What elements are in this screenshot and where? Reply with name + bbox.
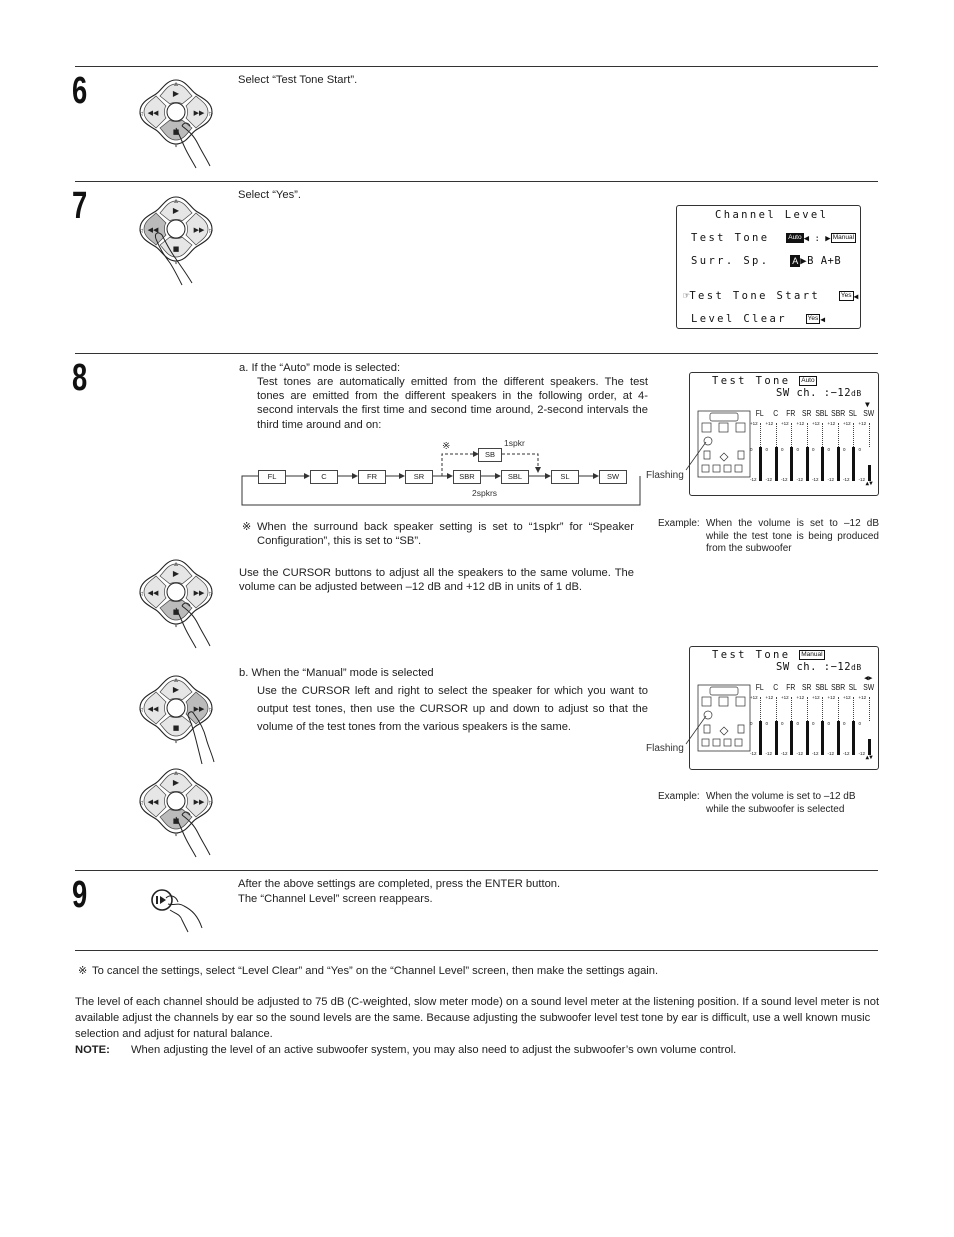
svg-text:■: ■ xyxy=(172,245,180,253)
mode-arrows: ◀ : ▶ xyxy=(803,234,831,244)
svg-text:■: ■ xyxy=(172,724,180,732)
svg-text:■: ■ xyxy=(172,817,180,825)
cursor-pad-right-icon xyxy=(136,672,216,764)
meter-dotted-scale xyxy=(776,423,777,447)
meter-dotted-scale xyxy=(853,697,854,721)
svg-text:▶▶: ▶▶ xyxy=(193,589,205,597)
svg-text:∇: ∇ xyxy=(174,143,178,149)
yes-tag: Yes xyxy=(807,315,819,322)
meter-dotted-scale xyxy=(760,423,761,447)
meter-bar-sbl xyxy=(821,721,824,755)
svg-text:▷: ▷ xyxy=(209,707,213,713)
meter-scale-label: 0 xyxy=(796,721,800,726)
meter-scale-label: -12 xyxy=(812,751,819,756)
meter-scale-label: -12 xyxy=(812,477,819,482)
footer-note-label: NOTE: xyxy=(75,1044,110,1056)
meter-label-c: C xyxy=(772,409,778,418)
svg-text:▶: ▶ xyxy=(172,778,180,787)
meter-dotted-scale xyxy=(760,697,761,721)
test-tone-auto-screen xyxy=(689,372,879,496)
meter-scale-label: -12 xyxy=(858,751,866,756)
step-number-8: 8 xyxy=(72,357,88,399)
cursor-pad-left-icon xyxy=(136,193,216,285)
step-9-line-1: After the above settings are completed, press the ENTER button. xyxy=(238,878,561,890)
meter-scale-label: 0 xyxy=(812,721,815,726)
meter-bar-sl xyxy=(852,447,855,481)
meter-scale-label: 0 xyxy=(796,447,800,452)
tt-manual-mode-tag: Manual xyxy=(801,651,823,658)
meter-scale-label: +12 xyxy=(843,695,851,700)
meter-label-c: C xyxy=(772,683,778,692)
flow-box-fr: FR xyxy=(358,470,386,484)
meter-scale-label: -12 xyxy=(750,477,757,482)
svg-text:◀◀: ◀◀ xyxy=(147,798,159,806)
note-mark: ※ xyxy=(242,521,252,533)
svg-text:∆: ∆ xyxy=(174,199,178,205)
test-tone-label: Test Tone xyxy=(691,232,770,244)
pointer-icon: ☞ xyxy=(683,290,690,302)
step-number-9: 9 xyxy=(72,874,88,916)
meter-scale-label: -12 xyxy=(843,751,850,756)
screen-title: Channel Level xyxy=(715,209,829,221)
meter-bar-c xyxy=(775,447,778,481)
meter-scale-label: -12 xyxy=(796,751,804,756)
meter-scale-label: 0 xyxy=(843,447,846,452)
meter-scale-label: -12 xyxy=(796,477,804,482)
meter-scale-label: +12 xyxy=(858,695,867,700)
meter-scale-label: +12 xyxy=(812,421,820,426)
meter-label-sw: SW xyxy=(862,683,874,692)
cursor-pad-down-icon xyxy=(136,765,216,857)
svg-text:▶: ▶ xyxy=(172,685,180,694)
meter-dotted-scale xyxy=(822,423,823,447)
tt-manual-sw-line: SW ch. :−12 xyxy=(776,661,852,673)
svg-text:▶: ▶ xyxy=(172,89,180,98)
flow-box-fl: FL xyxy=(258,470,286,484)
meter-scale-label: 0 xyxy=(843,721,846,726)
meter-scale-label: -12 xyxy=(781,477,788,482)
meter-scale-label: -12 xyxy=(765,477,773,482)
divider-top xyxy=(75,66,878,67)
auto-mode-body: Test tones are automatically emitted from the different speakers. The test tones are emitted from the different speakers in the following order, at 4-second intervals the first time and second time around, 2-second intervals the third time around and on: xyxy=(257,376,648,431)
meter-label-sr: SR xyxy=(801,409,811,418)
svg-text:▷: ▷ xyxy=(209,111,213,117)
meter-bar-sbr xyxy=(837,721,840,755)
tt-manual-caption: Example: When the volume is set to –12 dB while the subwoofer is selected xyxy=(658,791,879,816)
meter-scale-label: 0 xyxy=(781,447,784,452)
meter-dotted-scale xyxy=(807,697,808,721)
down-arrow-icon: ▼ xyxy=(865,400,870,409)
meter-scale-label: 0 xyxy=(858,721,862,726)
cursor-pad-down-icon xyxy=(136,76,216,168)
meter-bar-sbr xyxy=(837,447,840,481)
svg-text:■: ■ xyxy=(172,608,180,616)
meter-scale-label: 0 xyxy=(781,721,784,726)
divider-8 xyxy=(75,353,878,354)
meter-dotted-scale xyxy=(838,697,839,721)
svg-text:▷: ▷ xyxy=(209,800,213,806)
meter-scale-label: -12 xyxy=(781,751,788,756)
speaker-b-options: ▶B A+B xyxy=(800,255,842,267)
svg-text:∇: ∇ xyxy=(174,832,178,838)
flow-box-sbr: SBR xyxy=(453,470,481,484)
meter-scale-label: -12 xyxy=(858,477,866,482)
step-9-line-2: The “Channel Level” screen reappears. xyxy=(238,893,433,905)
meter-bar-fl xyxy=(759,447,762,481)
left-arrow-icon: ◀ xyxy=(853,292,859,301)
meter-dotted-scale xyxy=(776,697,777,721)
meter-scale-label: +12 xyxy=(750,695,758,700)
speaker-a-tag: A xyxy=(792,256,799,266)
meter-bar-fr xyxy=(790,721,793,755)
meter-scale-label: 0 xyxy=(827,721,831,726)
meter-scale-label: -12 xyxy=(750,751,757,756)
meter-label-sl: SL xyxy=(848,409,857,418)
tt-auto-title: Test Tone xyxy=(712,375,791,387)
footer-note-text: When adjusting the level of an active subwoofer system, you may also need to adjust the subwoofer’s own volume control. xyxy=(131,1044,737,1056)
meter-label-fr: FR xyxy=(786,409,796,418)
meter-dotted-scale xyxy=(853,423,854,447)
meter-scale-label: 0 xyxy=(750,447,753,452)
flow-label-2spkrs: 2spkrs xyxy=(472,488,498,498)
svg-text:◀◀: ◀◀ xyxy=(147,705,159,713)
step-number-7: 7 xyxy=(72,185,88,227)
flow-box-sbl: SBL xyxy=(501,470,529,484)
divider-bottom xyxy=(75,950,878,951)
meter-bar-fl xyxy=(759,721,762,755)
meter-scale-label: +12 xyxy=(781,421,789,426)
divider-7 xyxy=(75,181,878,182)
channel-level-screen xyxy=(676,205,861,329)
meter-label-sbl: SBL xyxy=(815,683,829,692)
meter-scale-label: +12 xyxy=(796,421,805,426)
up-down-arrow-icon: ▲▼ xyxy=(865,754,873,761)
cursor-adjust-text: Use the CURSOR buttons to adjust all the speakers to the same volume. The volume can be adjusted between –12 dB and +12 dB in units of 1 dB. xyxy=(239,567,634,594)
meter-dotted-scale xyxy=(822,697,823,721)
meter-label-sr: SR xyxy=(801,683,811,692)
svg-text:▶: ▶ xyxy=(172,569,180,578)
meter-scale-label: +12 xyxy=(827,421,836,426)
footer-paragraph: The level of each channel should be adjusted to 75 dB (C-weighted, slow meter mode) on a sound level meter at the listening position. If a sound level meter is not available adjust the channels by ear so the sound levels are the same. Because adjusting the subwoofer level test tone by ear is difficult, use a well known music selection and adjust for natural balance. xyxy=(75,996,880,1040)
meter-scale-label: -12 xyxy=(827,477,835,482)
tt-manual-title: Test Tone xyxy=(712,649,791,661)
svg-text:▶▶: ▶▶ xyxy=(193,109,205,117)
level-meters xyxy=(752,411,876,493)
auto-tag: Auto xyxy=(788,234,802,241)
meter-dotted-scale xyxy=(807,423,808,447)
tt-auto-sw-line: SW ch. :−12 xyxy=(776,387,852,399)
meter-bar-sbl xyxy=(821,447,824,481)
cursor-pad-down-icon xyxy=(136,556,216,648)
svg-text:▶▶: ▶▶ xyxy=(193,705,205,713)
tt-manual-caption-body: When the volume is set to –12 dB while the subwoofer is selected xyxy=(706,791,856,815)
meter-scale-label: +12 xyxy=(843,421,851,426)
tt-manual-flashing-label: Flashing xyxy=(646,743,684,754)
meter-scale-label: -12 xyxy=(843,477,850,482)
svg-text:▷: ▷ xyxy=(209,591,213,597)
meter-scale-label: +12 xyxy=(750,421,758,426)
meter-label-fr: FR xyxy=(786,683,796,692)
test-tone-start-label: Test Tone Start xyxy=(689,290,821,302)
meter-dotted-scale xyxy=(791,423,792,447)
step-number-6: 6 xyxy=(72,70,88,112)
svg-text:∇: ∇ xyxy=(174,260,178,266)
tt-auto-flashing-label: Flashing xyxy=(646,470,684,481)
svg-text:◁: ◁ xyxy=(139,228,143,234)
svg-text:◁: ◁ xyxy=(139,800,143,806)
up-down-arrow-icon: ▲▼ xyxy=(865,480,873,487)
svg-text:∆: ∆ xyxy=(174,82,178,88)
meter-label-fl: FL xyxy=(755,683,764,692)
manual-mode-heading: b. When the “Manual” mode is selected xyxy=(239,667,434,679)
meter-bar-c xyxy=(775,721,778,755)
svg-text:▶: ▶ xyxy=(172,206,180,215)
flow-box-sw: SW xyxy=(599,470,627,484)
svg-text:◁: ◁ xyxy=(139,707,143,713)
step-7-text: Select “Yes”. xyxy=(238,189,302,201)
meter-dotted-scale xyxy=(791,697,792,721)
tt-auto-caption: Example: When the volume is set to –12 dB while the test tone is being produced from the subwoofer xyxy=(658,518,879,555)
meter-bar-sl xyxy=(852,721,855,755)
svg-text:◀◀: ◀◀ xyxy=(147,109,159,117)
left-arrow-icon: ◀ xyxy=(820,315,826,324)
svg-text:▶▶: ▶▶ xyxy=(193,226,205,234)
manual-tag: Manual xyxy=(832,234,855,241)
flow-mark: ※ xyxy=(442,441,451,452)
meter-label-sw: SW xyxy=(862,409,874,418)
meter-scale-label: +12 xyxy=(781,695,789,700)
svg-text:∆: ∆ xyxy=(174,562,178,568)
step-6-text: Select “Test Tone Start”. xyxy=(238,74,358,86)
meter-dotted-scale xyxy=(869,423,870,447)
meter-scale-label: 0 xyxy=(812,447,815,452)
flow-box-sb: SB xyxy=(478,448,502,462)
meter-scale-label: -12 xyxy=(765,751,773,756)
meter-bar-sw xyxy=(868,739,871,755)
meter-bar-sw xyxy=(868,465,871,481)
svg-text:▷: ▷ xyxy=(209,228,213,234)
meter-scale-label: -12 xyxy=(827,751,835,756)
sb-note-text: When the surround back speaker setting is set to “1spkr” for “Speaker Configuration”, this is set to “SB”. xyxy=(257,521,634,548)
svg-text:◀◀: ◀◀ xyxy=(147,226,159,234)
meter-label-sbr: SBR xyxy=(830,683,845,692)
svg-text:∇: ∇ xyxy=(174,739,178,745)
left-right-arrow-icon: ◀▶ xyxy=(864,674,873,682)
tt-auto-caption-body: When the volume is set to –12 dB while the test tone is being produced from the subwoofer xyxy=(706,518,879,555)
svg-text:◀◀: ◀◀ xyxy=(147,589,159,597)
meter-dotted-scale xyxy=(869,697,870,721)
surr-sp-label: Surr. Sp. xyxy=(691,255,770,267)
meter-scale-label: 0 xyxy=(858,447,862,452)
flashing-pointer-line xyxy=(684,706,714,746)
tt-auto-mode-tag: Auto xyxy=(801,377,815,384)
meter-scale-label: +12 xyxy=(796,695,805,700)
meter-bar-sr xyxy=(806,447,809,481)
meter-bar-sr xyxy=(806,721,809,755)
flow-label-1spkr: 1spkr xyxy=(504,438,525,448)
divider-9 xyxy=(75,870,878,871)
svg-text:◁: ◁ xyxy=(139,591,143,597)
test-tone-manual-screen xyxy=(689,646,879,770)
svg-text:■: ■ xyxy=(172,128,180,136)
meter-scale-label: +12 xyxy=(827,695,836,700)
svg-text:∇: ∇ xyxy=(174,623,178,629)
svg-text:◁: ◁ xyxy=(139,111,143,117)
flashing-pointer-line xyxy=(684,432,714,472)
flow-box-sl: SL xyxy=(551,470,579,484)
flow-box-sr: SR xyxy=(405,470,433,484)
level-clear-label: Level Clear xyxy=(691,313,787,325)
meter-scale-label: +12 xyxy=(858,421,867,426)
meter-scale-label: 0 xyxy=(765,721,769,726)
tt-auto-unit: dB xyxy=(851,389,862,398)
flow-box-c: C xyxy=(310,470,338,484)
svg-text:▶▶: ▶▶ xyxy=(193,798,205,806)
meter-bar-fr xyxy=(790,447,793,481)
meter-scale-label: 0 xyxy=(765,447,769,452)
footer-cancel-text: To cancel the settings, select “Level Clear” and “Yes” on the “Channel Level” screen, then make the settings again. xyxy=(92,965,659,977)
enter-button-icon xyxy=(146,884,206,934)
meter-scale-label: +12 xyxy=(765,421,774,426)
manual-mode-body: Use the CURSOR left and right to select the speaker for which you want to output test tones, then use the CURSOR up and down to adjust so that the volume of the test tones from the various speakers is the same. xyxy=(257,685,648,733)
meter-scale-label: +12 xyxy=(812,695,820,700)
meter-label-sl: SL xyxy=(848,683,857,692)
meter-scale-label: +12 xyxy=(765,695,774,700)
auto-mode-heading: a. If the “Auto” mode is selected: xyxy=(239,362,401,374)
meter-scale-label: 0 xyxy=(827,447,831,452)
meter-label-sbr: SBR xyxy=(830,409,845,418)
level-meters xyxy=(752,685,876,767)
svg-text:∆: ∆ xyxy=(174,678,178,684)
yes-tag: Yes xyxy=(840,292,852,299)
footer-mark: ※ xyxy=(78,965,88,977)
meter-dotted-scale xyxy=(838,423,839,447)
svg-text:∆: ∆ xyxy=(174,771,178,777)
meter-label-fl: FL xyxy=(755,409,764,418)
tt-manual-unit: dB xyxy=(851,663,862,672)
meter-scale-label: 0 xyxy=(750,721,753,726)
meter-label-sbl: SBL xyxy=(815,409,829,418)
